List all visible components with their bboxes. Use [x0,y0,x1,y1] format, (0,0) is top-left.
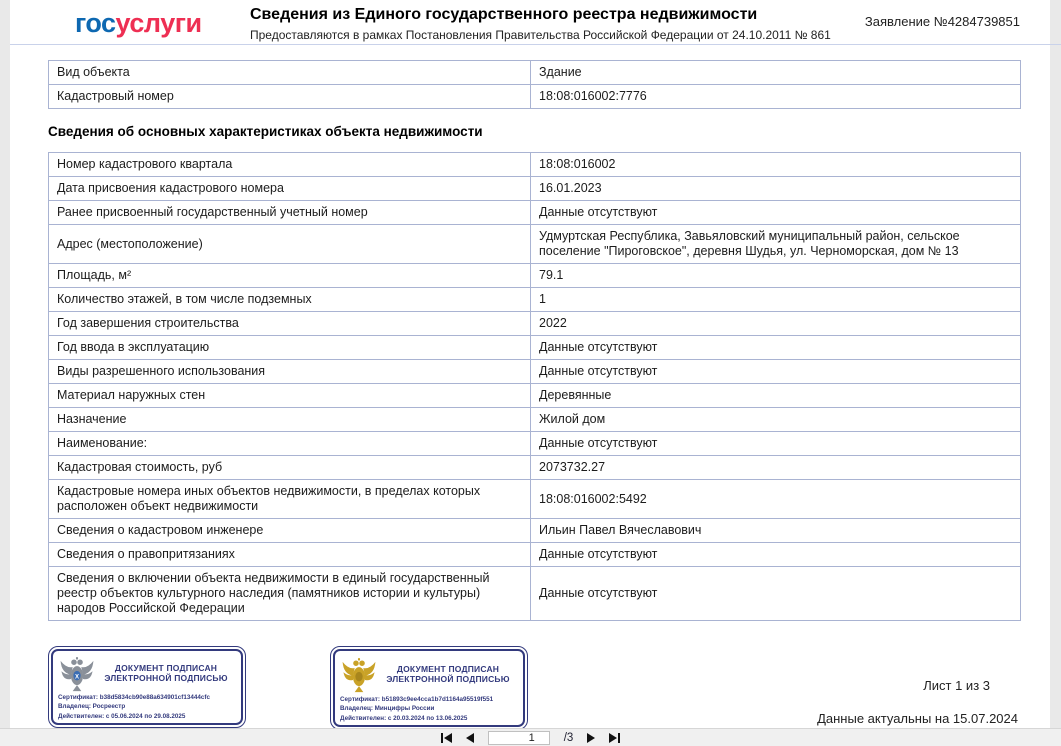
row-label: Площадь, м² [49,264,531,288]
first-page-button[interactable] [441,732,452,744]
row-value: Данные отсутствуют [531,201,1021,225]
header-extension [1039,0,1050,45]
header-divider [10,44,1061,45]
table-row [49,543,1021,567]
first-page-icon [441,733,443,743]
row-label: Сведения о включении объекта недвижимости в единый государственный реестр объектов культурного наследия (памятников истории и культуры) народов Российской Федерации [49,567,531,621]
next-page-button[interactable] [587,732,595,744]
row-label: Виды разрешенного использования [49,360,531,384]
stamp-title: ДОКУМЕНТ ПОДПИСАН ЭЛЕКТРОННОЙ ПОДПИСЬЮ [104,662,228,684]
table-row [49,177,1021,201]
row-label: Кадастровый номер [49,85,531,109]
table-row [49,456,1021,480]
table-row [49,288,1021,312]
table-row [49,85,1021,109]
row-label: Год завершения строительства [49,312,531,336]
pager-bar [0,728,1061,746]
data-actual-date: Данные актуальны на 15.07.2024 [817,711,1018,726]
table-row [49,567,1021,621]
rosreestr-eagle-icon [58,654,96,692]
row-label: Материал наружных стен [49,384,531,408]
gosuslugi-logo [75,8,202,39]
row-value: Данные отсутствуют [531,336,1021,360]
row-label: Наименование: [49,432,531,456]
table-row [49,432,1021,456]
page-number-input[interactable] [488,731,550,745]
table-row [49,264,1021,288]
row-value: Удмуртская Республика, Завьяловский муниципальный район, сельское поселение "Пироговское", деревня Шудья, ул. Черноморская, дом № 13 [531,225,1021,264]
stamp-top-row [340,654,518,695]
table-row [49,201,1021,225]
table-row [49,225,1021,264]
stamp-frame [333,649,525,727]
stamp-top-row [58,654,236,693]
stamp-certificate: Сертификат: b38d5834cb90e88a634901cf13444cfc [58,693,211,701]
row-label: Кадастровые номера иных объектов недвижимости, в пределах которых расположен объект недвижимости [49,480,531,519]
table-row [49,480,1021,519]
signature-stamp-rosreestr [48,646,246,728]
row-label: Сведения о кадастровом инженере [49,519,531,543]
table-row [49,61,1021,85]
application-number: Заявление №4284739851 [864,14,1020,29]
section-title: Сведения об основных характеристиках объекта недвижимости [48,124,483,139]
row-label: Год ввода в эксплуатацию [49,336,531,360]
svg-text:X: X [74,674,80,681]
row-value: 79.1 [531,264,1021,288]
row-value: Жилой дом [531,408,1021,432]
last-page-button[interactable] [609,732,620,744]
last-page-icon [609,733,617,743]
stamp-details [58,693,236,721]
document-subtitle: Предоставляются в рамках Постановления Правительства Российской Федерации от 24.10.2011 № 861 [250,28,831,42]
document-title: Сведения из Единого государственного реестра недвижимости [250,6,758,23]
table-row [49,360,1021,384]
sheet-number: Лист 1 из 3 [923,678,990,693]
row-label: Номер кадастрового квартала [49,153,531,177]
document-page [10,0,1050,728]
row-label: Назначение [49,408,531,432]
table-row [49,153,1021,177]
row-value: 16.01.2023 [531,177,1021,201]
row-value: 18:08:016002:7776 [531,85,1021,109]
previous-page-button[interactable] [466,732,474,744]
stamp-certificate: Сертификат: b51893c9ee4cca1b7d1164a95519f551 [340,695,494,703]
stamp-validity: Действителен: с 20.03.2024 по 13.06.2025 [340,714,468,722]
logo-part-red: услуги [115,8,202,38]
coat-of-arms-eagle-icon [340,655,378,693]
stamp-frame [51,649,243,725]
previous-page-icon [466,733,474,743]
table-row [49,519,1021,543]
header-title-block [250,6,835,42]
row-label: Дата присвоения кадастрового номера [49,177,531,201]
row-value: 2022 [531,312,1021,336]
row-value: Ильин Павел Вячеславович [531,519,1021,543]
stamp-validity: Действителен: с 05.06.2024 по 29.08.2025 [58,712,186,720]
row-value: Данные отсутствуют [531,567,1021,621]
row-value: 18:08:016002:5492 [531,480,1021,519]
table-row [49,384,1021,408]
row-label: Количество этажей, в том числе подземных [49,288,531,312]
row-value: 18:08:016002 [531,153,1021,177]
row-value: Данные отсутствуют [531,360,1021,384]
signature-stamp-mintsifry [330,646,528,730]
row-value: Данные отсутствуют [531,432,1021,456]
next-page-icon [587,733,595,743]
object-table [48,60,1021,109]
stamp-owner: Владелец: Росреестр [58,703,126,711]
row-label: Ранее присвоенный государственный учетный номер [49,201,531,225]
stamp-title: ДОКУМЕНТ ПОДПИСАН ЭЛЕКТРОННОЙ ПОДПИСЬЮ [386,663,510,685]
row-value: Деревянные [531,384,1021,408]
row-label: Вид объекта [49,61,531,85]
table-row [49,312,1021,336]
row-label: Сведения о правопритязаниях [49,543,531,567]
row-value: Данные отсутствуют [531,543,1021,567]
row-label: Адрес (местоположение) [49,225,531,264]
table-row [49,336,1021,360]
logo-part-blue: гос [75,8,116,38]
stamp-owner: Владелец: Минцифры России [340,705,435,713]
row-value: 1 [531,288,1021,312]
table-row [49,408,1021,432]
page-total-label: /3 [563,731,574,744]
row-value: 2073732.27 [531,456,1021,480]
row-value: Здание [531,61,1021,85]
characteristics-table [48,152,1021,621]
stamp-details [340,695,518,723]
row-label: Кадастровая стоимость, руб [49,456,531,480]
